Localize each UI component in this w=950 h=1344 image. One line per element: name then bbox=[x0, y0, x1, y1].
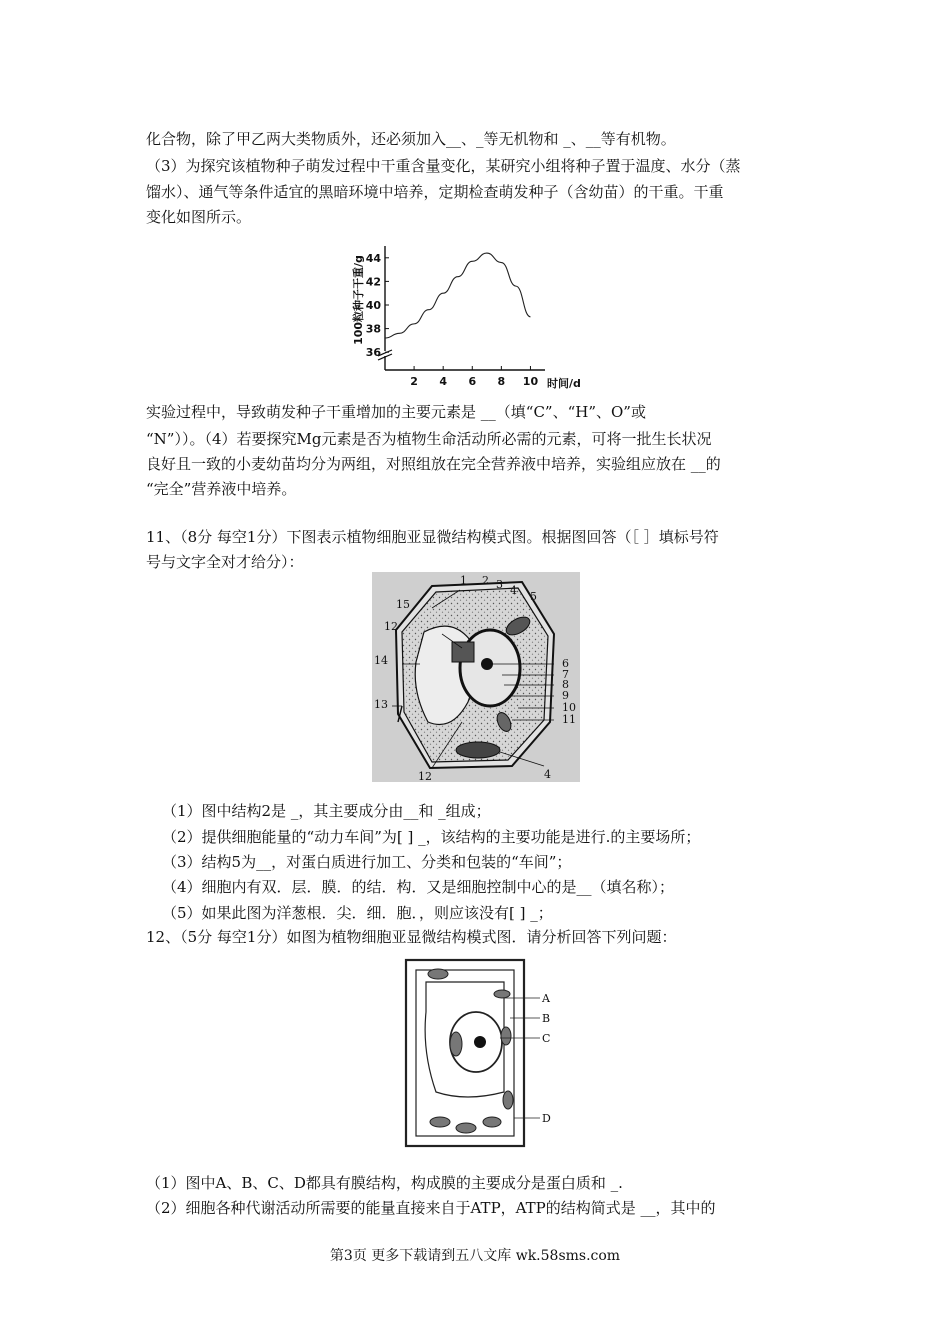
mitochondrion bbox=[450, 1032, 462, 1056]
chloroplast bbox=[501, 1027, 511, 1045]
figure-2-label: D bbox=[542, 1112, 551, 1125]
chloroplast bbox=[428, 969, 448, 979]
dry-weight-chart bbox=[340, 238, 610, 398]
paragraph-line: 化合物，除了甲乙两大类物质外，还必须加入__、_等无机物和 _、__等有机物。 bbox=[146, 130, 676, 148]
nucleolus bbox=[474, 1036, 486, 1048]
y-tick-label: 38 bbox=[365, 322, 381, 336]
paragraph-line: 良好且一致的小麦幼苗均分为两组，对照组放在完全营养液中培养，实验组应放在 __的 bbox=[146, 455, 721, 473]
figure-2-label: C bbox=[542, 1032, 551, 1045]
figure-1-label: 8 bbox=[562, 678, 569, 691]
q12-item-1: （1）图中A、B、C、D都具有膜结构，构成膜的主要成分是蛋白质和 _. bbox=[146, 1174, 623, 1192]
figure-1-label: 13 bbox=[374, 698, 388, 711]
figure-1-label: 7 bbox=[562, 668, 569, 681]
q12-item-2: （2）细胞各种代谢活动所需要的能量直接来自于ATP，ATP的结构简式是 __，其中的 bbox=[146, 1199, 716, 1217]
x-tick-label: 6 bbox=[468, 375, 477, 388]
figure-1-label: 2 bbox=[482, 574, 489, 587]
y-tick-label: 44 bbox=[365, 251, 381, 265]
x-tick-label: 10 bbox=[522, 375, 539, 388]
question-11-title: 11、（8分 每空1分）下图表示植物细胞亚显微结构模式图。根据图回答（［ ］填标号符 bbox=[146, 528, 719, 546]
chloroplast bbox=[494, 990, 510, 998]
figure-1-label: 1 bbox=[460, 574, 467, 587]
figure-1-label: 4 bbox=[544, 768, 551, 781]
y-tick-label: 40 bbox=[365, 299, 381, 312]
series-line bbox=[385, 253, 530, 338]
figure-1-label: 12 bbox=[418, 770, 432, 782]
q11-item-2: （2）提供细胞能量的“动力车间”为[ ] _，该结构的主要功能是进行.的主要场所； bbox=[162, 828, 701, 846]
paragraph-line: “完全”营养液中培养。 bbox=[146, 480, 297, 498]
paragraph-line: 变化如图所示。 bbox=[146, 208, 252, 226]
figure-1-label: 5 bbox=[530, 590, 537, 603]
figure-1-label: 14 bbox=[374, 654, 388, 667]
plant-cell-figure-1 bbox=[372, 572, 580, 782]
figure-1-label: 6 bbox=[562, 657, 569, 670]
chloroplast-lower bbox=[456, 742, 500, 758]
paragraph-line: （3）为探究该植物种子萌发过程中干重含量变化，某研究小组将种子置于温度、水分（蒸 bbox=[146, 157, 741, 175]
chloroplast bbox=[483, 1117, 501, 1127]
x-tick-label: 4 bbox=[439, 375, 448, 388]
chloroplast bbox=[430, 1117, 450, 1127]
plant-cell-figure-2 bbox=[396, 952, 556, 1154]
chloroplast bbox=[456, 1123, 476, 1133]
nucleolus bbox=[481, 658, 493, 670]
figure-2-label: A bbox=[542, 992, 550, 1005]
paragraph-line: 馏水）、通气等条件适宜的黑暗环境中培养，定期检查萌发种子（含幼苗）的干重。干重 bbox=[146, 183, 724, 201]
x-tick-label: 8 bbox=[497, 375, 506, 388]
q11-item-1: （1）图中结构2是 _，其主要成分由__和 _组成； bbox=[162, 802, 491, 820]
paragraph-line: “N”））。（4）若要探究Mg元素是否为植物生命活动所必需的元素，可将一批生长状况 bbox=[146, 430, 712, 448]
page-footer: 第3页 更多下载请到五八文库 wk.58sms.com bbox=[329, 1248, 621, 1264]
figure-1-label: 3 bbox=[496, 578, 503, 591]
q11-item-3: （3）结构5为__，对蛋白质进行加工、分类和包装的“车间”； bbox=[162, 853, 572, 871]
figure-1-label: 12 bbox=[384, 620, 398, 633]
figure-1-label: 15 bbox=[396, 598, 410, 611]
q11-item-5: （5）如果此图为洋葱根．尖．细．胞．，则应该没有[ ] _； bbox=[162, 904, 553, 922]
question-12-title: 12、（5分 每空1分）如图为植物细胞亚显微结构模式图．请分析回答下列问题： bbox=[146, 928, 677, 946]
golgi-apparatus bbox=[452, 642, 474, 662]
paragraph-line: 实验过程中，导致萌发种子干重增加的主要元素是 __（填“C”、“H”、O”或 bbox=[146, 403, 646, 421]
figure-2-label: B bbox=[542, 1012, 551, 1025]
y-tick-label: 36 bbox=[365, 346, 381, 360]
y-tick-label: 42 bbox=[365, 275, 381, 289]
figure-1-label: 9 bbox=[562, 689, 569, 702]
y-axis-label: 100粒种子干重/g bbox=[352, 255, 365, 345]
x-tick-label: 2 bbox=[410, 375, 418, 388]
figure-1-label: 11 bbox=[562, 713, 576, 726]
x-axis-label: 时间/d bbox=[547, 377, 581, 390]
q11-item-4: （4）细胞内有双．层．膜．的结．构．又是细胞控制中心的是__（填名称）； bbox=[162, 878, 675, 896]
figure-1-label: 4 bbox=[510, 584, 517, 597]
chloroplast bbox=[503, 1091, 513, 1109]
question-11-title-cont: 号与文字全对才给分）： bbox=[146, 553, 304, 571]
figure-1-label: 10 bbox=[562, 701, 576, 714]
